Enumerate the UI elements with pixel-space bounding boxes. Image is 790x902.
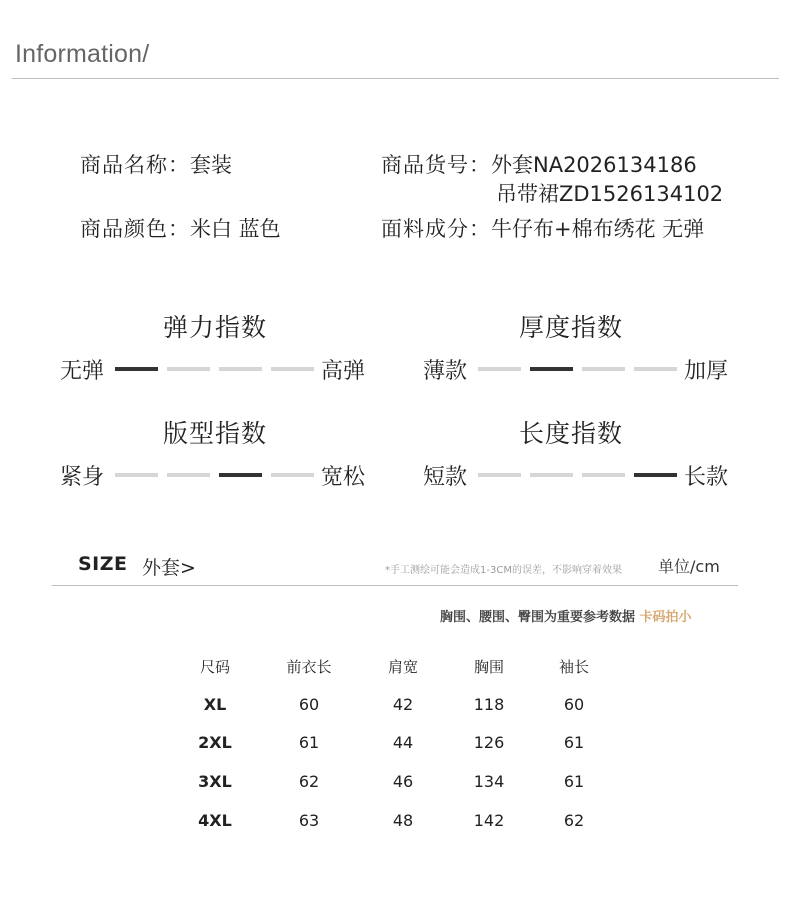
reference-note-text: 胸围、腰围、臀围为重要参考数据 [440,610,636,625]
table-cell: 44 [392,733,414,753]
table-header-cell: 尺码 [199,658,230,676]
scale-right-label: 长款 [684,465,729,490]
table-cell: 63 [298,810,320,830]
size-note: *手工测绘可能会造成1-3CM的误差，不影响穿着效果 [385,565,622,576]
scale-segment [115,473,158,477]
elasticity-index-title: 弹力指数 [162,313,267,342]
product-name [80,149,232,179]
product-code [381,149,697,179]
table-cell: 46 [392,772,414,792]
scale-right-label: 高弹 [321,359,366,384]
table-cell: 118 [473,694,505,714]
scale-right-label: 加厚 [684,359,729,384]
product-code-value-2: 吊带裙ZD1526134102 [496,182,724,206]
size-subtitle: 外套> [142,557,196,579]
table-cell: 61 [563,733,585,753]
product-color-value: 米白 蓝色 [190,217,281,241]
scale-segment [634,367,677,371]
scale-left-label: 短款 [423,465,468,490]
scale-segment [167,367,210,371]
scale-left-label: 无弹 [60,359,105,384]
reference-note [440,606,692,625]
scale-segment [530,367,573,371]
product-name-label: 商品名称： [80,153,190,177]
product-code-value-1: 外套NA2026134186 [491,153,697,177]
scale-segment [115,367,158,371]
table-cell: 61 [298,733,320,753]
table-header-cell: 胸围 [473,658,504,676]
table-cell: 3XL [198,772,232,792]
size-unit: 单位/cm [658,557,720,576]
scale-segment [582,367,625,371]
header-divider [12,78,779,79]
size-divider [52,585,738,586]
fit-index-title: 版型指数 [162,419,267,448]
table-cell: 61 [563,772,585,792]
table-cell: 62 [298,772,320,792]
table-cell: 4XL [198,810,232,830]
table-cell: 2XL [198,733,232,753]
scale-segment [167,473,210,477]
table-cell: 134 [473,772,505,792]
scale-segment [530,473,573,477]
header-title: Information/ [15,40,150,68]
size-title: SIZE [78,553,128,575]
product-name-value: 套装 [190,153,232,177]
table-cell: 126 [473,733,505,753]
reference-note-highlight: 卡码拍小 [639,610,692,625]
table-cell: 60 [298,694,320,714]
table-cell: 48 [392,810,414,830]
thickness-index-title: 厚度指数 [518,313,623,342]
table-header-cell: 肩宽 [387,658,418,676]
scale-left-label: 薄款 [423,359,468,384]
scale-segment [634,473,677,477]
product-color [80,213,281,243]
product-fabric-value: 牛仔布+棉布绣花 无弹 [491,217,705,241]
scale-segment [219,367,262,371]
scale-segment [478,473,521,477]
table-cell: 142 [473,810,505,830]
scale-segment [582,473,625,477]
table-cell: 60 [563,694,585,714]
table-header-cell: 前衣长 [286,658,332,676]
scale-right-label: 宽松 [321,465,366,490]
length-index-title: 长度指数 [518,419,623,448]
product-fabric-label: 面料成分： [381,217,491,241]
scale-segment [478,367,521,371]
product-color-label: 商品颜色： [80,217,190,241]
scale-segment [271,367,314,371]
product-code-label: 商品货号： [381,153,491,177]
table-cell: XL [203,694,227,714]
product-fabric [381,213,704,243]
scale-segment [271,473,314,477]
scale-left-label: 紧身 [60,465,105,490]
table-cell: 42 [392,694,414,714]
scale-segment [219,473,262,477]
table-header-cell: 袖长 [558,658,589,676]
table-cell: 62 [563,810,585,830]
